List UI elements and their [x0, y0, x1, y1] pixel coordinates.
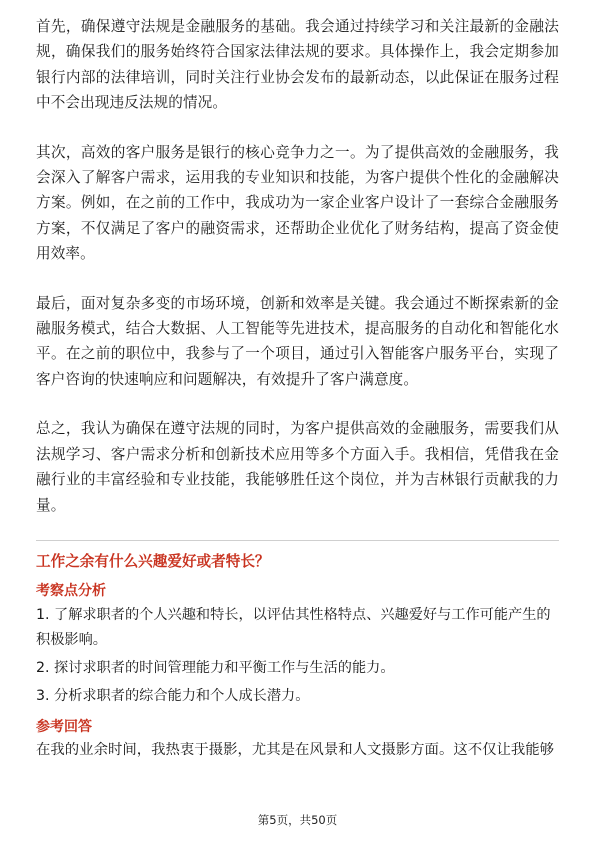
question-heading: 工作之余有什么兴趣爱好或者特长？ [36, 552, 270, 570]
list-item: 2. 探讨求职者的时间管理能力和平衡工作与生活的能力。 [36, 659, 395, 676]
answer-text: 在我的业余时间，我热衷于摄影，尤其是在风景和人文摄影方面。这不仅让我能够 [36, 741, 555, 758]
list-item: 1. 了解求职者的个人兴趣和特长，以评估其性格特点、兴趣爱好与工作可能产生的积极影响。 [36, 606, 551, 648]
analysis-list [36, 603, 559, 709]
list-item: 3. 分析求职者的综合能力和个人成长潜力。 [36, 687, 310, 704]
page-content [36, 14, 559, 761]
analysis-title: 考察点分析 [36, 582, 106, 599]
body-paragraph: 最后，面对复杂多变的市场环境，创新和效率是关键。我会通过不断探索新的金融服务模式，结合大数据、人工智能等先进技术，提高服务的自动化和智能化水平。在之前的职位中，我参与了一个项目，通过引入智能客户服务平台，实现了客户咨询的快速响应和问题解决，有效提升了客户满意度。 [36, 294, 559, 388]
section-divider [36, 540, 559, 541]
body-paragraph: 首先，确保遵守法规是金融服务的基础。我会通过持续学习和关注最新的金融法规，确保我们的服务始终符合国家法律法规的要求。具体操作上，我会定期参加银行内部的法律培训，同时关注行业协会发布的最新动态，以此保证在服务过程中不会出现违反法规的情况。 [36, 18, 559, 112]
body-paragraph: 其次，高效的客户服务是银行的核心竞争力之一。为了提供高效的金融服务，我会深入了解客户需求，运用我的专业知识和技能，为客户提供个性化的金融解决方案。例如，在之前的工作中，我成功为一家企业客户设计了一套综合金融服务方案，不仅满足了客户的融资需求，还帮助企业优化了财务结构，提高了资金使用效率。 [36, 143, 559, 263]
body-paragraph: 总之，我认为确保在遵守法规的同时，为客户提供高效的金融服务，需要我们从法规学习、客户需求分析和创新技术应用等多个方面入手。我相信，凭借我在金融行业的丰富经验和专业技能，我能够胜任这个岗位，并为吉林银行贡献我的力量。 [36, 420, 559, 514]
page-number: 第5页，共50页 [257, 813, 338, 827]
answer-title: 参考回答 [36, 718, 92, 735]
